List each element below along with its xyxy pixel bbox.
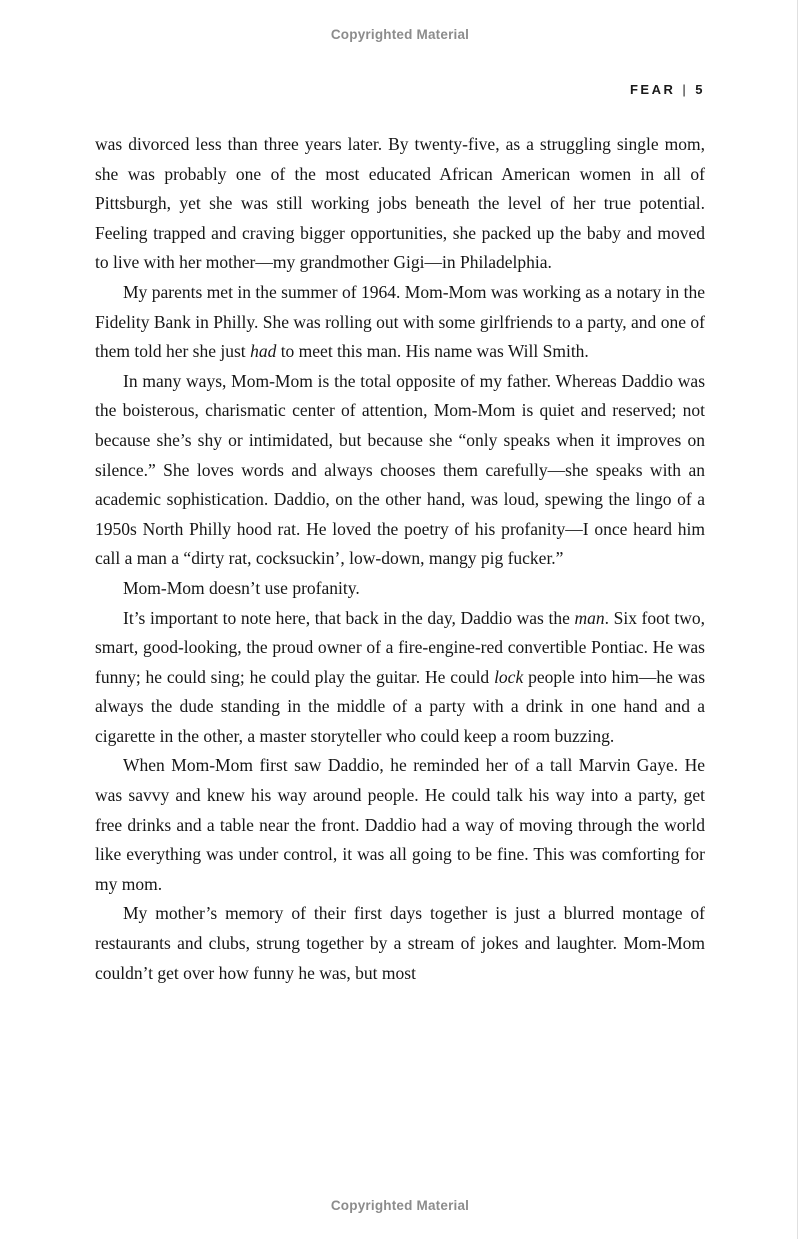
italic-text-run: lock [494, 666, 524, 687]
text-run: . Six foot two, smart, good-looking, the proud owner of a fire-engine-red convertible Pontiac. He was funny; he could sing; he could play the guitar. He could [95, 607, 705, 687]
text-run: In many ways, Mom-Mom is the total opposite of my father. Whereas Daddio was the boisterous, charismatic center of attention, Mom-Mom is quiet and reserved; not because she’s shy or intimidated, but because she “only speaks when it improves on silence.” She loves words and always chooses them carefully—she speaks with an academic sophistication. Daddio, on the other hand, was loud, spewing the lingo of a 1950s North Philly hood rat. He loved the poetry of his profanity—I once heard him call a man a “dirty rat, cocksuckin’, low-down, mangy pig fucker.” [95, 370, 705, 569]
copyright-notice-top: Copyrighted Material [330, 27, 470, 42]
text-run: Mom-Mom doesn’t use profanity. [123, 577, 360, 598]
text-run: people into him—he was always the dude standing in the middle of a party with a drink in one hand and a cigarette in the other, a master storyteller who could keep a room buzzing. [95, 666, 706, 746]
body-paragraph [95, 899, 705, 988]
text-run: When Mom-Mom first saw Daddio, he reminded her of a tall Marvin Gaye. He was savvy and knew his way around people. He could talk his way into a party, get free drinks and a table near the front. Daddio had a way of moving through the world like everything was under control, it was all going to be fine. This was comforting for my mom. [95, 755, 705, 894]
italic-text-run: had [250, 341, 277, 362]
body-paragraph [95, 130, 705, 278]
body-paragraph [95, 751, 705, 899]
running-head-separator: | [682, 82, 689, 97]
running-head-page-number: 5 [695, 82, 705, 97]
italic-text-run: man [574, 607, 605, 628]
copyright-notice-bottom: Copyrighted Material [330, 1198, 470, 1213]
body-text-block [95, 130, 705, 988]
text-run: was divorced less than three years later. By twenty-five, as a struggling single mom, she was probably one of the most educated African American women in all of Pittsburgh, yet she was still working jobs beneath the level of her true potential. Feeling trapped and craving bigger opportunities, she packed up the baby and moved to live with her mother—my grandmother Gigi—in Philadelphia. [95, 134, 705, 273]
text-run: My mother’s memory of their first days together is just a blurred montage of restaurants and clubs, strung together by a stream of jokes and laughter. Mom-Mom couldn’t get over how funny he was, but most [95, 903, 705, 983]
body-paragraph [95, 574, 705, 604]
running-head-chapter-title: FEAR [629, 82, 676, 97]
body-paragraph [95, 604, 705, 752]
page-edge-divider [797, 0, 798, 1239]
text-run: to meet this man. His name was Will Smith. [276, 341, 589, 362]
text-run: It’s important to note here, that back in the day, Daddio was the [123, 607, 575, 628]
text-run: My parents met in the summer of 1964. Mom-Mom was working as a notary in the Fidelity Bank in Philly. She was rolling out with some girlfriends to a party, and one of them told her she just [95, 281, 705, 362]
body-paragraph [95, 278, 705, 367]
body-paragraph [95, 367, 705, 574]
running-head [95, 82, 705, 97]
